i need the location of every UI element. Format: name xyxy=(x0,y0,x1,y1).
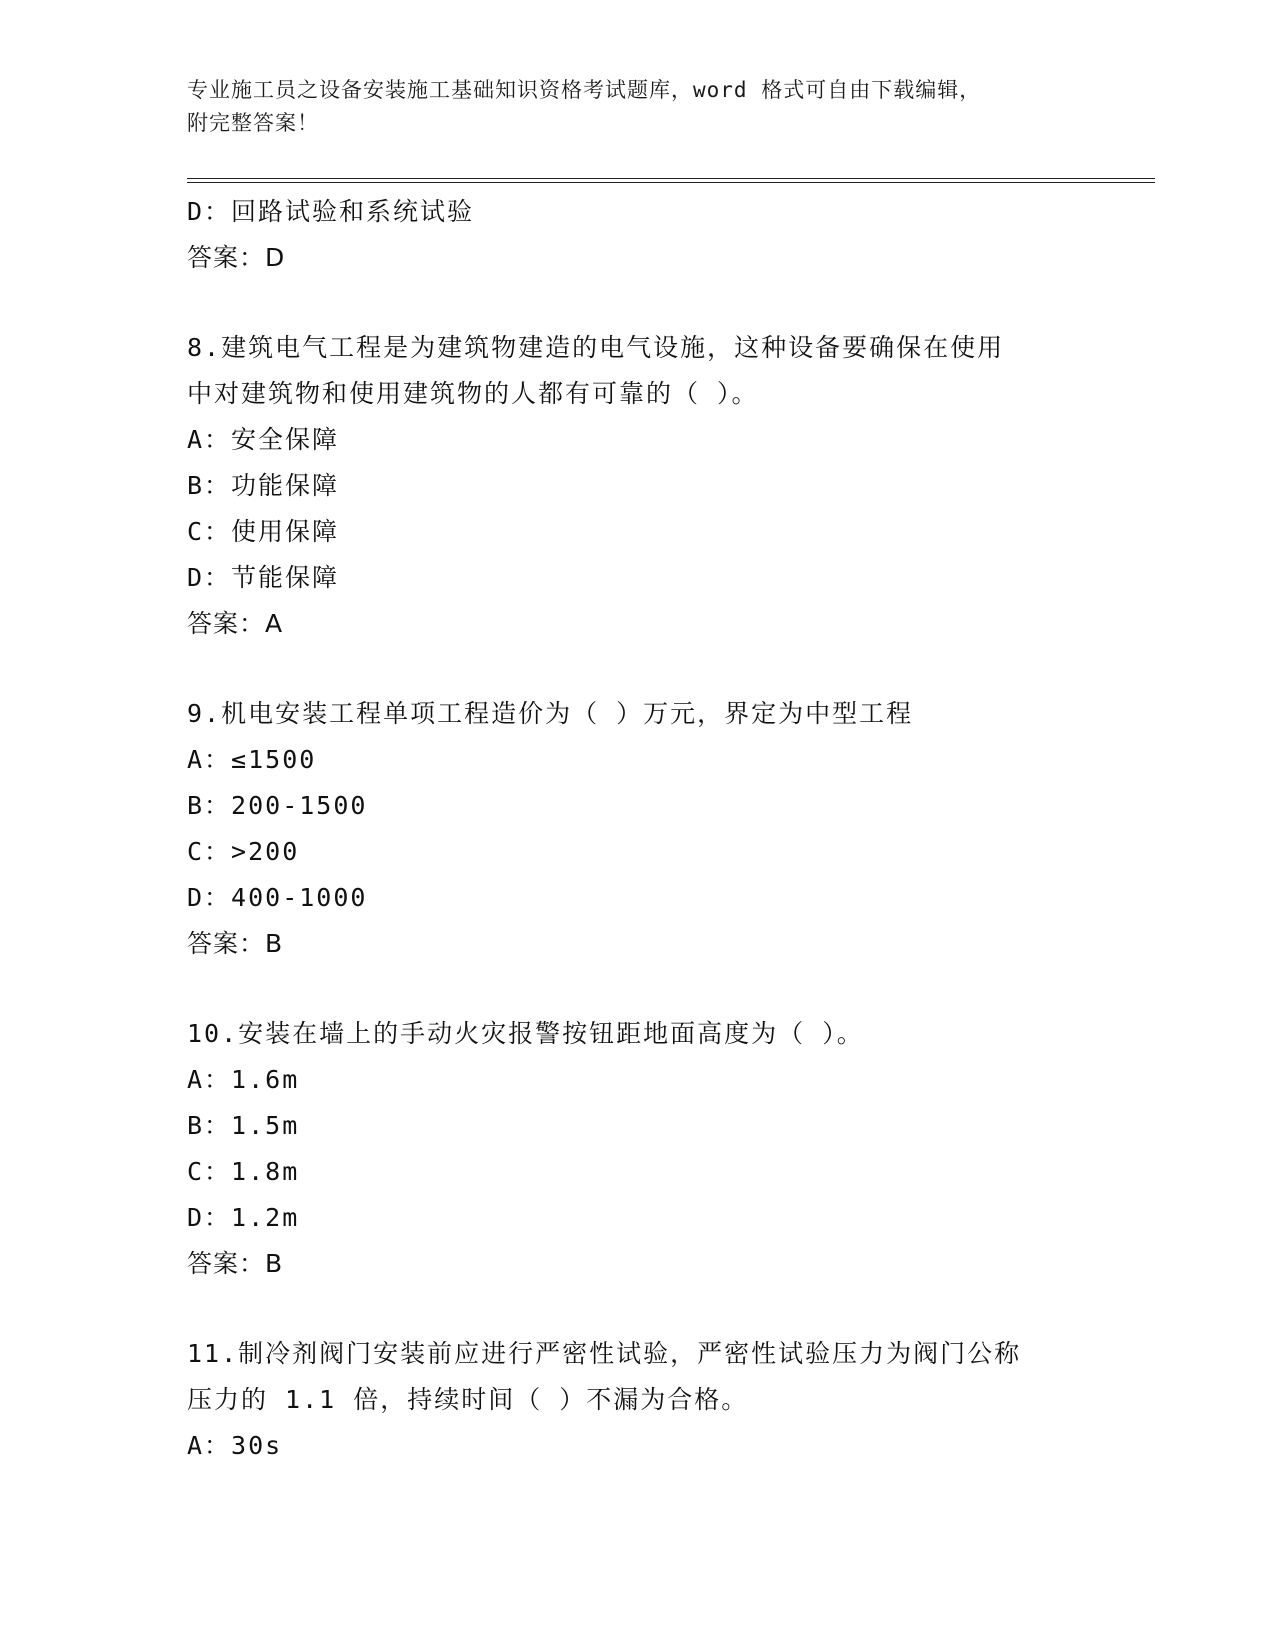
option-a: A：≤1500 xyxy=(187,745,317,774)
question-stem-line-1: 8.建筑电气工程是为建筑物建造的电气设施，这种设备要确保在使用 xyxy=(187,333,1005,362)
question-spacer xyxy=(187,281,1147,325)
answer-line: 答案：A xyxy=(187,609,284,638)
option-a: A：30s xyxy=(187,1431,283,1460)
question-8 xyxy=(187,325,1147,647)
option-b: B：功能保障 xyxy=(187,471,340,500)
option-c: C：使用保障 xyxy=(187,517,340,546)
question-stem-line-1: 11.制冷剂阀门安装前应进行严密性试验，严密性试验压力为阀门公称 xyxy=(187,1339,1022,1368)
question-spacer xyxy=(187,1287,1147,1331)
option-b: B：200-1500 xyxy=(187,791,368,820)
question-stem-line-2: 压力的 1.1 倍，持续时间（ ）不漏为合格。 xyxy=(187,1385,749,1414)
option-a: A：1.6m xyxy=(187,1065,300,1094)
question-9 xyxy=(187,691,1147,967)
header-divider-top xyxy=(187,178,1155,179)
option-d: D：节能保障 xyxy=(187,563,340,592)
question-11 xyxy=(187,1331,1147,1469)
option-a: A：安全保障 xyxy=(187,425,340,454)
option-d: D：回路试验和系统试验 xyxy=(187,197,475,226)
question-stem-line-2: 中对建筑物和使用建筑物的人都有可靠的（ ）。 xyxy=(187,379,759,408)
answer-line: 答案：B xyxy=(187,1249,284,1278)
question-spacer xyxy=(187,647,1147,691)
document-header xyxy=(187,74,1087,140)
header-divider-bottom xyxy=(187,182,1155,183)
option-c: C：1.8m xyxy=(187,1157,300,1186)
option-d: D：400-1000 xyxy=(187,883,368,912)
answer-line: 答案：B xyxy=(187,929,284,958)
question-10 xyxy=(187,1011,1147,1287)
option-d: D：1.2m xyxy=(187,1203,300,1232)
answer-line: 答案：D xyxy=(187,243,286,272)
question-stem-line-1: 9.机电安装工程单项工程造价为（ ）万元，界定为中型工程 xyxy=(187,699,914,728)
option-b: B：1.5m xyxy=(187,1111,300,1140)
option-c: C：>200 xyxy=(187,837,300,866)
header-title-line-2: 附完整答案！ xyxy=(187,111,319,135)
header-title-line-1: 专业施工员之设备安装施工基础知识资格考试题库，word 格式可自由下载编辑， xyxy=(187,78,982,102)
question-spacer xyxy=(187,967,1147,1011)
question-7-tail xyxy=(187,189,1147,281)
question-stem-line-1: 10.安装在墙上的手动火灾报警按钮距地面高度为（ ）。 xyxy=(187,1019,864,1048)
question-list xyxy=(187,189,1147,1469)
